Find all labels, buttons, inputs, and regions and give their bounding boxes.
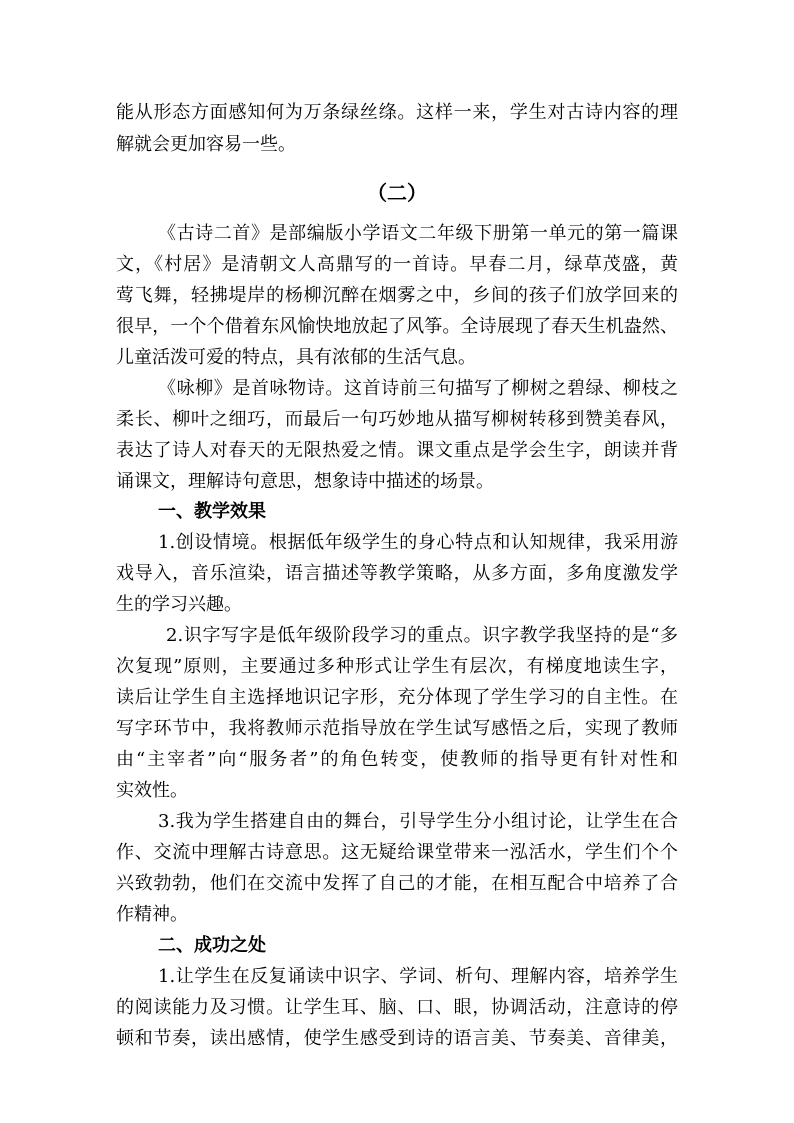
text-line: 2.识字写字是低年级阶段学习的重点。识字教学我坚持的是“多: [166, 625, 678, 646]
text-line: 莺飞舞，轻拂堤岸的杨柳沉醉在烟雾之中，乡间的孩子们放学回来的: [116, 285, 678, 306]
text-line: 由“主宰者”向“服务者”的角色转变，使教师的指导更有针对性和: [116, 749, 678, 770]
text-line: 作精神。: [116, 904, 188, 925]
text-line: 作、交流中理解古诗意思。这无疑给课堂带来一泓活水，学生们个个: [116, 842, 678, 863]
text-line: 表达了诗人对春天的无限热爱之情。课文重点是学会生字，朗读并背: [116, 440, 678, 461]
text-line: 很早，一个个借着东风愉快地放起了风筝。全诗展现了春天生机盎然、: [116, 316, 678, 337]
text-line: 《古诗二首》是部编版小学语文二年级下册第一单元的第一篇课: [158, 223, 678, 244]
text-line: 能从形态方面感知何为万条绿丝绦。这样一来，学生对古诗内容的理: [116, 102, 678, 123]
text-line: 顿和节奏，读出感情，使学生感受到诗的语言美、节奏美、音律美，: [116, 1028, 678, 1049]
text-line: 解就会更加容易一些。: [116, 134, 296, 155]
text-line: 生的学习兴趣。: [116, 594, 242, 615]
text-line: 3.我为学生搭建自由的舞台，引导学生分小组讨论，让学生在合: [158, 811, 678, 832]
text-line: 戏导入，音乐渲染，语言描述等教学策略，从多方面，多角度激发学: [116, 563, 678, 584]
section-heading: （二）: [367, 183, 427, 205]
text-line: 《咏柳》是首咏物诗。这首诗前三句描写了柳树之碧绿、柳枝之: [158, 378, 678, 399]
subheading-success-points: 二、成功之处: [158, 935, 266, 956]
text-line: 诵课文，理解诗句意思，想象诗中描述的场景。: [116, 471, 494, 492]
text-line: 次复现”原则，主要通过多种形式让学生有层次，有梯度地读生字，: [116, 656, 678, 677]
text-line: 柔长、柳叶之细巧，而最后一句巧妙地从描写柳树转移到赞美春风，: [116, 409, 678, 430]
text-line: 写字环节中，我将教师示范指导放在学生试写感悟之后，实现了教师: [116, 718, 678, 739]
text-line: 实效性。: [116, 780, 188, 801]
text-line: 文，《村居》是清朝文人高鼎写的一首诗。早春二月，绿草茂盛，黄: [116, 254, 678, 275]
text-line: 兴致勃勃，他们在交流中发挥了自己的才能，在相互配合中培养了合: [116, 873, 678, 894]
text-line: 的阅读能力及习惯。让学生耳、脑、口、眼，协调活动，注意诗的停: [116, 997, 678, 1018]
text-line: 1.让学生在反复诵读中识字、学词、析句、理解内容，培养学生: [158, 966, 678, 987]
text-line: 儿童活泼可爱的特点，具有浓郁的生活气息。: [116, 347, 476, 368]
text-line: 读后让学生自主选择地识记字形，充分体现了学生学习的自主性。在: [116, 687, 678, 708]
subheading-teaching-effect: 一、教学效果: [158, 501, 266, 522]
text-line: 1.创设情境。根据低年级学生的身心特点和认知规律，我采用游: [158, 532, 678, 553]
